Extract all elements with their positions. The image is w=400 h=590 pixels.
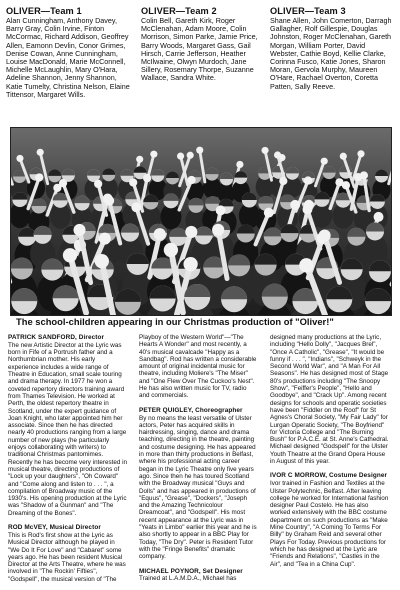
musical-director-bio-text-continued: Playboy of the Western World"—"The Hearts A Wonder" and most recently, a 40's musical cavalcade "Happy as a Sandbag". Rod has written a considerable amount of original incidental music for theatre, including Moliere's "The Miser" and "One Flew Over The Cuckoo's Nest". He has also written music for TV, radio and commercials. (139, 334, 257, 400)
team-1-names: Alan Cunningham, Anthony Davey, Barry Gray, Colin Irvine, Finton McCormac, Richard Addison, Geoffrey Allen, Eamonn Devlin, Conor Grimes, Denise Cowan, Anne Cunningham, Louise MacDonald, Marie McConnell, Michelle McLaughlin, Mary O'Hara, Adeline Shannon, Jenny Shannon, Katie Tumelty, Christina Nelson, Elaine Tittensor, Margaret Wills. (6, 16, 130, 99)
text-column-2 (139, 334, 258, 590)
raised-hand (35, 173, 43, 181)
costume-designer-bio-title: IVOR C MORROW, Costume Designer (270, 472, 388, 480)
musical-director-bio (8, 524, 127, 583)
raised-hand (164, 243, 178, 257)
director-bio-text: The new Artistic Director at the Lyric was born in Fife of a Portrush father and a Northumbrian mother. His early experience includes a wide range of Theatre in Education, small scale touring and drama therapy. In 1977 he won a coveted repertory directors training award from Thames Television. He worked at Perth, the oldest repertory theatre in Scotland, under the expert guidance of Joan Knight, who later appointed him her associate. Since then he has directed nearly 40 productions ranging from a large number of new plays (he particularly enjoys collaborating with writers) to traditional Christmas pantomimes. Recently he has become very interested in musical theatre, directing productions of "Lock up your daughters", "Oh Coward" and "Come along and listen to . . . ", a compilation of Broadway music of the 1930's. His opening production at the Lyric was "Shadow of a Gunman" and "The Dreaming of the Bones". (8, 341, 128, 517)
raised-hand (94, 180, 102, 188)
raised-hand (374, 212, 384, 222)
raised-hand (196, 147, 203, 154)
choreographer-bio-title: PETER QUIGLEY, Choreographer (139, 406, 243, 414)
musical-director-bio-text: This is Rod's first show at the Lyric as Musical Director although he played in "We Do It For Love" and "Cabaret" some years ago. He has been resident Musical Director at the Arts Theatre, where he was involved in "The Rockin' Fifties", "Godspell", the musical version of "The (8, 531, 126, 583)
raised-hand (154, 228, 166, 240)
set-designer-bio-title: MICHAEL POYNOR, Set Designer (139, 567, 243, 575)
raised-hand (236, 161, 243, 168)
choreographer-bio-text: By no means the least versatile of Ulster actors, Peter has acquired skills in hairdressing, singing, dance and drama teaching, directing in the theatre, painting and costume designing. He has appeared in more than thirty productions in Belfast, where his professional acting career began in the Lyric Theatre only five years ago. Since then he has toured Scotland with the Broadway musical "Guys and Dolls" and has appeared in productions of "Equus", "Grease", "Dockers", "Joseph and the Amazing Technicolour Dreamcoat", and "Godspell". His most recent appearance at the Lyric was in "Yeats in Limbo" earlier this year and he is also shortly to appear in a BBC Play for Today, "The Dry". Peter is Resident Tutor with the "Fringe Benefits" dramatic company. (139, 414, 257, 561)
team-1-title: OLIVER—Team 1 (6, 6, 82, 16)
raised-hand (95, 254, 109, 268)
raised-hand (264, 208, 274, 218)
raised-hand (16, 155, 23, 162)
musical-director-bio-title: ROD McVEY, Musical Director (8, 524, 101, 532)
team-3-title: OLIVER—Team 3 (270, 6, 346, 16)
set-designer-bio-text-continued: designed many productions at the Lyric, including "Hello Dolly", "Jacques Brel", "Once A Catholic", "Grease", "It would be funny if . . . ", "Indians", "Schweyk in the Second World War", and "A Man For All Seasons". He has designed most of Stage 80's productions including "The Snoopy Show", "Feiffer's People", "Hello and Goodbye", and "Crack Up". Among recent designs for schools and operatic societies have been "Fiddler on the Roof" for St Agnes's Choral Society, "My Fair Lady" for Lurgan Operatic Society, "The Boyfriend" for Victoria College and "The Burning Bush" for P.A.C.E. at St. Anne's Cathedral. Michael designed "Godspell" for the Ulster Youth Theatre at the Grand Opera House in August of this year. (270, 334, 389, 466)
raised-hand (187, 152, 194, 159)
costume-designer-bio (270, 472, 389, 567)
raised-hand (274, 151, 281, 158)
raised-hand (73, 224, 85, 236)
raised-hand (360, 171, 368, 179)
musical-director-bio-continued (139, 334, 258, 400)
raised-hand (136, 156, 143, 163)
raised-hand (63, 248, 77, 262)
text-column-1 (8, 334, 127, 590)
raised-hand (261, 147, 268, 154)
raised-hand (37, 149, 44, 156)
raised-hand (342, 181, 350, 189)
raised-hand (104, 196, 114, 206)
raised-hand (212, 224, 224, 236)
group-photo-image (11, 128, 391, 315)
raised-hand (319, 229, 331, 241)
team-2-names: Colin Bell, Gareth Kirk, Roger McClenahan, Adam Moore, Colin Morrison, Simon Parke, Jamie Price, Barry Woods, Margaret Gass, Gail Hirsch, Carrie Jefferson, Heather McIlwaine, Olwyn Murdoch, Jane Sillery, Rosemary Thorpe, Suzanne Wallace, Sandra White. (141, 16, 258, 83)
raised-hand (216, 205, 226, 215)
raised-hand (99, 233, 111, 245)
raised-hand (143, 174, 151, 182)
team-3-names: Shane Allen, John Comerton, Darragh Gallagher, Rolf Gillespie, Douglas Johnston, Roger McClenahan, Gareth Morgan, William Porter, David Webster, Cathie Boyd, Kellie Clarke, Corinna Fusco, Katie Jones, Sharon Moran, Gervola Murphy, Maureen O'Hare, Rachael Overton, Coretta Patten, Sally Reeve. (270, 16, 392, 91)
raised-hand (185, 226, 197, 238)
raised-hand (183, 257, 197, 271)
raised-hand (321, 158, 328, 165)
team-2-list (141, 6, 265, 83)
set-designer-bio (139, 568, 258, 583)
raised-hand (299, 258, 313, 272)
raised-hand (150, 151, 157, 158)
set-designer-bio-continued (270, 334, 389, 465)
team-2-title: OLIVER—Team 2 (141, 6, 217, 16)
raised-hand (304, 176, 312, 184)
raised-hand (340, 153, 347, 160)
choreographer-bio (139, 407, 258, 561)
costume-designer-bio-text: Ivor trained in Fashion and Textiles at the Ulster Polytechnic, Belfast. After leaving college he worked for International fashion designer Paul Costelo. He has also worked extensively with the BBC costume department on such productions as "Make Mine Country", "A Coming To Terms For Billy" by Graham Reid and several other Plays For Today. Previous productions for which he has designed at the Lyric are "Friends and Relations", "Castles in the Air", and "Tea in a China Cup". (270, 480, 389, 568)
raised-hand (303, 205, 313, 215)
team-1-list (6, 6, 130, 99)
text-column-3 (270, 334, 389, 575)
children-group-photo (10, 127, 392, 316)
raised-hand (59, 179, 67, 187)
director-bio-title: PATRICK SANDFORD, Director (8, 334, 105, 341)
raised-hand (177, 153, 184, 160)
raised-hand (357, 150, 364, 157)
photo-caption: The school-children appearing in our Christmas production of "Oliver!" (16, 316, 334, 327)
raised-hand (131, 202, 141, 212)
raised-hand (129, 178, 137, 186)
raised-hand (279, 177, 287, 185)
director-bio (8, 334, 127, 517)
team-3-list (270, 6, 394, 91)
raised-hand (187, 176, 195, 184)
set-designer-bio-text: Trained at L.A.M.D.A., Michael has (139, 575, 237, 583)
raised-hand (290, 200, 300, 210)
